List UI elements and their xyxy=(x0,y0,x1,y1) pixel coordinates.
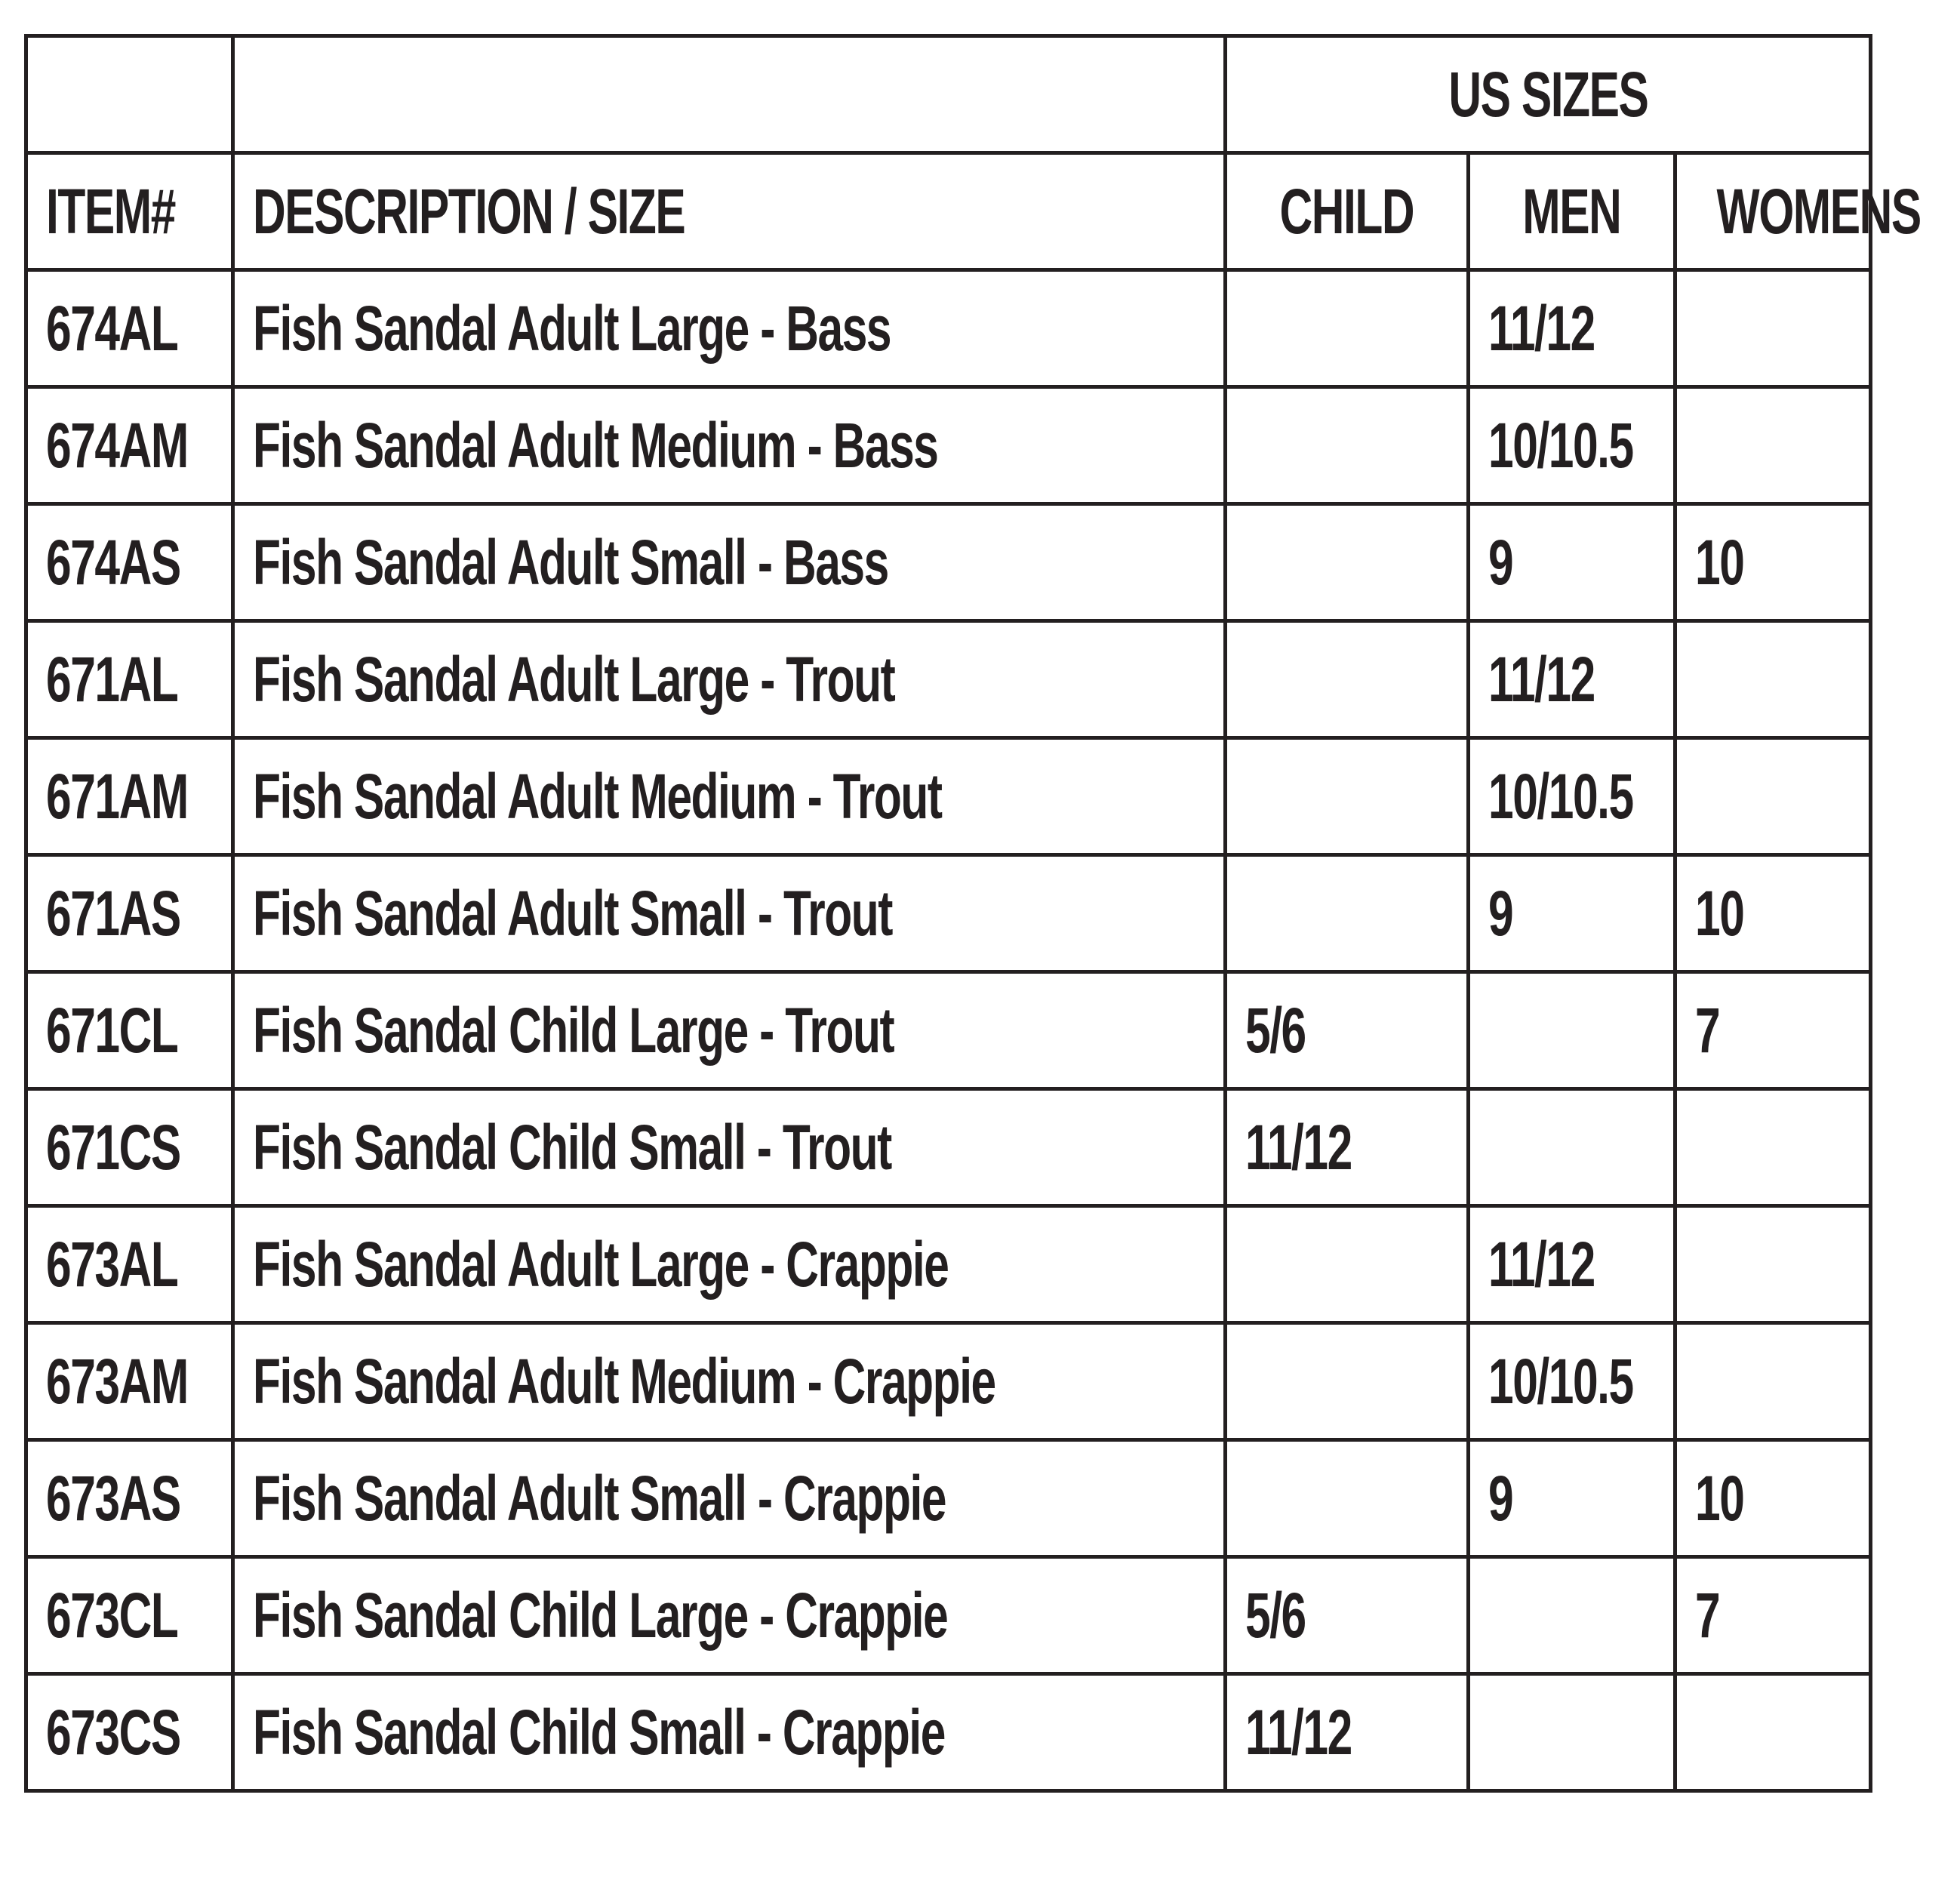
cell-description: Fish Sandal Adult Small - Crappie xyxy=(233,1440,1226,1557)
table-row xyxy=(26,270,1871,387)
table-body xyxy=(26,36,1921,1791)
cell-child: 11/12 xyxy=(1226,1674,1469,1791)
cell-womens: 10 xyxy=(1675,1440,1871,1557)
table-row xyxy=(26,1557,1871,1674)
cell-womens xyxy=(1675,1206,1871,1323)
cell-men: 10/10.5 xyxy=(1469,1323,1675,1440)
cell-men: 11/12 xyxy=(1469,270,1675,387)
cell-description: Fish Sandal Child Large - Trout xyxy=(233,972,1226,1089)
cell-men: 11/12 xyxy=(1469,621,1675,738)
table-row xyxy=(26,1440,1871,1557)
cell-womens xyxy=(1675,1323,1871,1440)
cell-item: 673CL xyxy=(26,1557,233,1674)
column-header-child: CHILD xyxy=(1226,153,1469,270)
cell-womens: 10 xyxy=(1675,855,1871,972)
cell-description: Fish Sandal Adult Small - Trout xyxy=(233,855,1226,972)
cell-item: 674AL xyxy=(26,270,233,387)
cell-item: 671CL xyxy=(26,972,233,1089)
cell-description: Fish Sandal Adult Small - Bass xyxy=(233,504,1226,621)
cell-child xyxy=(1226,738,1469,855)
cell-men: 11/12 xyxy=(1469,1206,1675,1323)
column-header-description: DESCRIPTION / SIZE xyxy=(233,153,1226,270)
cell-description: Fish Sandal Child Small - Crappie xyxy=(233,1674,1226,1791)
table-row xyxy=(26,1323,1871,1440)
cell-womens xyxy=(1675,1674,1871,1791)
cell-item: 673AL xyxy=(26,1206,233,1323)
column-header-item: ITEM# xyxy=(26,153,233,270)
cell-child: 5/6 xyxy=(1226,1557,1469,1674)
cell-men: 9 xyxy=(1469,504,1675,621)
size-chart-table xyxy=(24,34,1921,1793)
cell-description: Fish Sandal Child Large - Crappie xyxy=(233,1557,1226,1674)
table-row xyxy=(26,855,1871,972)
column-header-row xyxy=(26,153,1871,270)
table-row xyxy=(26,1089,1871,1206)
cell-men xyxy=(1469,1557,1675,1674)
cell-womens: 10 xyxy=(1675,504,1871,621)
cell-womens: 7 xyxy=(1675,972,1871,1089)
cell-item: 674AS xyxy=(26,504,233,621)
cell-womens xyxy=(1675,387,1871,504)
cell-description: Fish Sandal Child Small - Trout xyxy=(233,1089,1226,1206)
cell-description: Fish Sandal Adult Medium - Bass xyxy=(233,387,1226,504)
column-header-womens: WOMENS xyxy=(1675,153,1871,270)
cell-child xyxy=(1226,621,1469,738)
cell-item: 674AM xyxy=(26,387,233,504)
cell-womens xyxy=(1675,1089,1871,1206)
empty-header-cell xyxy=(26,36,233,153)
cell-men: 10/10.5 xyxy=(1469,387,1675,504)
us-sizes-header: US SIZES xyxy=(1226,36,1871,153)
cell-item: 671CS xyxy=(26,1089,233,1206)
table-row xyxy=(26,387,1871,504)
cell-men xyxy=(1469,972,1675,1089)
cell-description: Fish Sandal Adult Large - Trout xyxy=(233,621,1226,738)
cell-child xyxy=(1226,270,1469,387)
cell-womens: 7 xyxy=(1675,1557,1871,1674)
cell-item: 673AM xyxy=(26,1323,233,1440)
table-row xyxy=(26,1206,1871,1323)
cell-child xyxy=(1226,1206,1469,1323)
cell-description: Fish Sandal Adult Large - Crappie xyxy=(233,1206,1226,1323)
cell-description: Fish Sandal Adult Medium - Trout xyxy=(233,738,1226,855)
cell-item: 671AM xyxy=(26,738,233,855)
cell-child xyxy=(1226,1440,1469,1557)
table-row xyxy=(26,621,1871,738)
cell-child xyxy=(1226,855,1469,972)
cell-womens xyxy=(1675,270,1871,387)
cell-child: 11/12 xyxy=(1226,1089,1469,1206)
table-row xyxy=(26,738,1871,855)
cell-men: 10/10.5 xyxy=(1469,738,1675,855)
table-row xyxy=(26,504,1871,621)
cell-child xyxy=(1226,387,1469,504)
cell-womens xyxy=(1675,738,1871,855)
cell-womens xyxy=(1675,621,1871,738)
table-row xyxy=(26,1674,1871,1791)
cell-child: 5/6 xyxy=(1226,972,1469,1089)
group-header-row xyxy=(26,36,1871,153)
cell-men: 9 xyxy=(1469,855,1675,972)
cell-men: 9 xyxy=(1469,1440,1675,1557)
cell-child xyxy=(1226,504,1469,621)
cell-description: Fish Sandal Adult Large - Bass xyxy=(233,270,1226,387)
table-row xyxy=(26,972,1871,1089)
cell-men xyxy=(1469,1674,1675,1791)
column-header-men: MEN xyxy=(1469,153,1675,270)
cell-description: Fish Sandal Adult Medium - Crappie xyxy=(233,1323,1226,1440)
empty-header-cell xyxy=(233,36,1226,153)
cell-child xyxy=(1226,1323,1469,1440)
cell-men xyxy=(1469,1089,1675,1206)
cell-item: 671AL xyxy=(26,621,233,738)
cell-item: 673CS xyxy=(26,1674,233,1791)
cell-item: 673AS xyxy=(26,1440,233,1557)
cell-item: 671AS xyxy=(26,855,233,972)
